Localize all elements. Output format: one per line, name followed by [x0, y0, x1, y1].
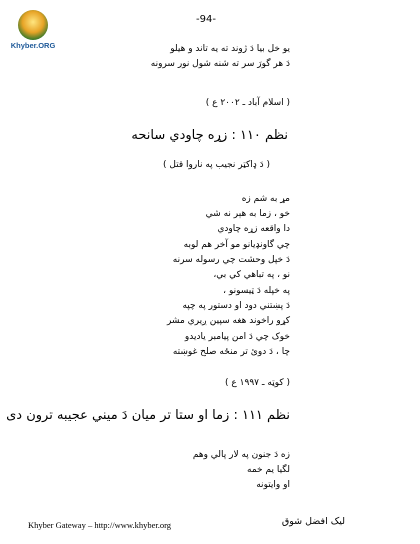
intro-line: دَ هر گورَ سر ته شنه شول نور سرونه [150, 59, 290, 69]
page-number: -94- [196, 14, 216, 25]
poem-110-line: نو ، په تباهي کي بي، [213, 270, 290, 280]
poem-110-line: چي گاونډيانو مو آخر هم لوبه [183, 240, 290, 250]
poem-110-line: مړ به شم زه [241, 194, 290, 204]
intro-place-date: ( اسلام آباد ـ ۲۰۰۲ ع ) [205, 98, 290, 108]
poem-110-line: خو ، زما به هېر نه شي [205, 209, 290, 219]
poem-111-line: زه دَ جنون په لار پالي وهم [192, 450, 290, 460]
poem-111-line: او وايتونه [256, 480, 290, 490]
poem-111-line: لگيا يم خمه [247, 465, 290, 475]
logo-text: Khyber.ORG [10, 41, 56, 50]
khyber-logo [6, 10, 60, 54]
footer-author: ليک افضل شوق [281, 516, 345, 527]
poem-110-place-date: ( کوټه ـ ۱۹۹۷ ع ) [225, 378, 290, 388]
poem-110-line: خوک چي دَ امن پيامبر ياديدو [184, 332, 290, 342]
poem-110-line: چا ، دَ دوئ تر منځه صلح غوښته [172, 347, 290, 357]
poem-110-line: دَ پښتني دود او دستور په چپه [182, 301, 290, 311]
poem-110-line: دَ خپل وحشت چي رسوله سرنه [172, 255, 290, 265]
intro-line: يو خل بيا دَ ژوند ته يه تاند و هيلو [170, 44, 290, 54]
poem-110-line: کړو راخوند هغه سپين ږيري مشر [166, 316, 290, 326]
poem-110-subtitle: ( دَ ډاکټر نجيب په ناروا قتل ) [162, 160, 270, 170]
poem-110-title: نظم ۱۱۰ : زړه چاودي سانحه [131, 128, 288, 143]
footer-link[interactable]: Khyber Gateway – http://www.khyber.org [28, 520, 172, 530]
logo-emblem-icon [18, 10, 48, 40]
poem-110-line: په خپله دَ ټيسونو ، [223, 286, 290, 296]
poem-110-line: دا واقعه زړه چاودي [217, 224, 290, 234]
poem-111-title: نظم ۱۱۱ : زما او ستا تر ميان دَ ميني عجيبه ترون دی [6, 408, 290, 423]
